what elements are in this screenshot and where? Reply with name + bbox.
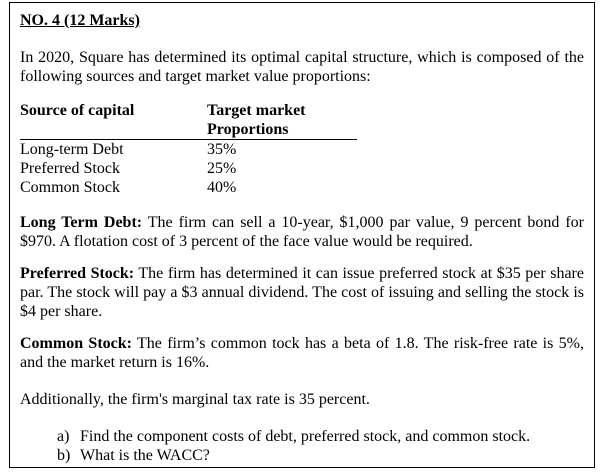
preferred-text: The firm has determined it can issue preferred stock at $35 per share par. The stock will pay a $3 annual dividend. The cost of issuing and selling the stock is $4 per share. [20, 265, 584, 320]
row-source: Long-term Debt [20, 141, 124, 158]
row-proportion: 40% [207, 179, 237, 196]
header-source-label: Source of capital [20, 102, 135, 119]
table-header-row [20, 101, 357, 140]
question-marker: b) [57, 447, 71, 464]
table-row [20, 159, 357, 178]
row-source: Common Stock [20, 179, 121, 196]
list-item [57, 446, 584, 465]
row-proportion: 35% [207, 141, 237, 158]
header-target-line2: Proportions [207, 121, 289, 138]
question-box [9, 2, 595, 468]
table-row [20, 178, 357, 197]
table-row [20, 140, 357, 160]
debt-label: Long Term Debt: [20, 214, 143, 231]
question-text: Find the component costs of debt, preferred stock, and common stock. [80, 428, 531, 445]
preferred-label: Preferred Stock: [20, 265, 135, 282]
debt-text: The firm can sell a 10-year, $1,000 par value, 9 percent bond for $970. A flotation cost of 3 percent of the face value would be required. [20, 214, 584, 250]
row-proportion: 25% [207, 160, 237, 177]
common-label: Common Stock: [20, 335, 132, 352]
header-target [207, 101, 357, 140]
question-text: What is the WACC? [80, 447, 210, 464]
header-source [20, 101, 207, 140]
question-list [20, 427, 584, 465]
capital-structure-table [20, 101, 357, 197]
header-target-line1: Target market [207, 102, 306, 119]
tax-paragraph: Additionally, the firm's marginal tax rate is 35 percent. [20, 391, 370, 408]
row-source: Preferred Stock [20, 160, 120, 177]
list-item [57, 427, 584, 446]
question-title: NO. 4 (12 Marks) [20, 12, 140, 29]
common-text: The firm’s common tock has a beta of 1.8. The risk-free rate is 5%, and the market return is 16%. [20, 335, 585, 371]
preferred-paragraph [20, 264, 584, 321]
intro-paragraph: In 2020, Square has determined its optimal capital structure, which is composed of the following sources and target market value proportions: [20, 49, 584, 85]
question-marker: a) [57, 428, 70, 445]
debt-paragraph [20, 213, 584, 251]
common-paragraph [20, 334, 584, 372]
